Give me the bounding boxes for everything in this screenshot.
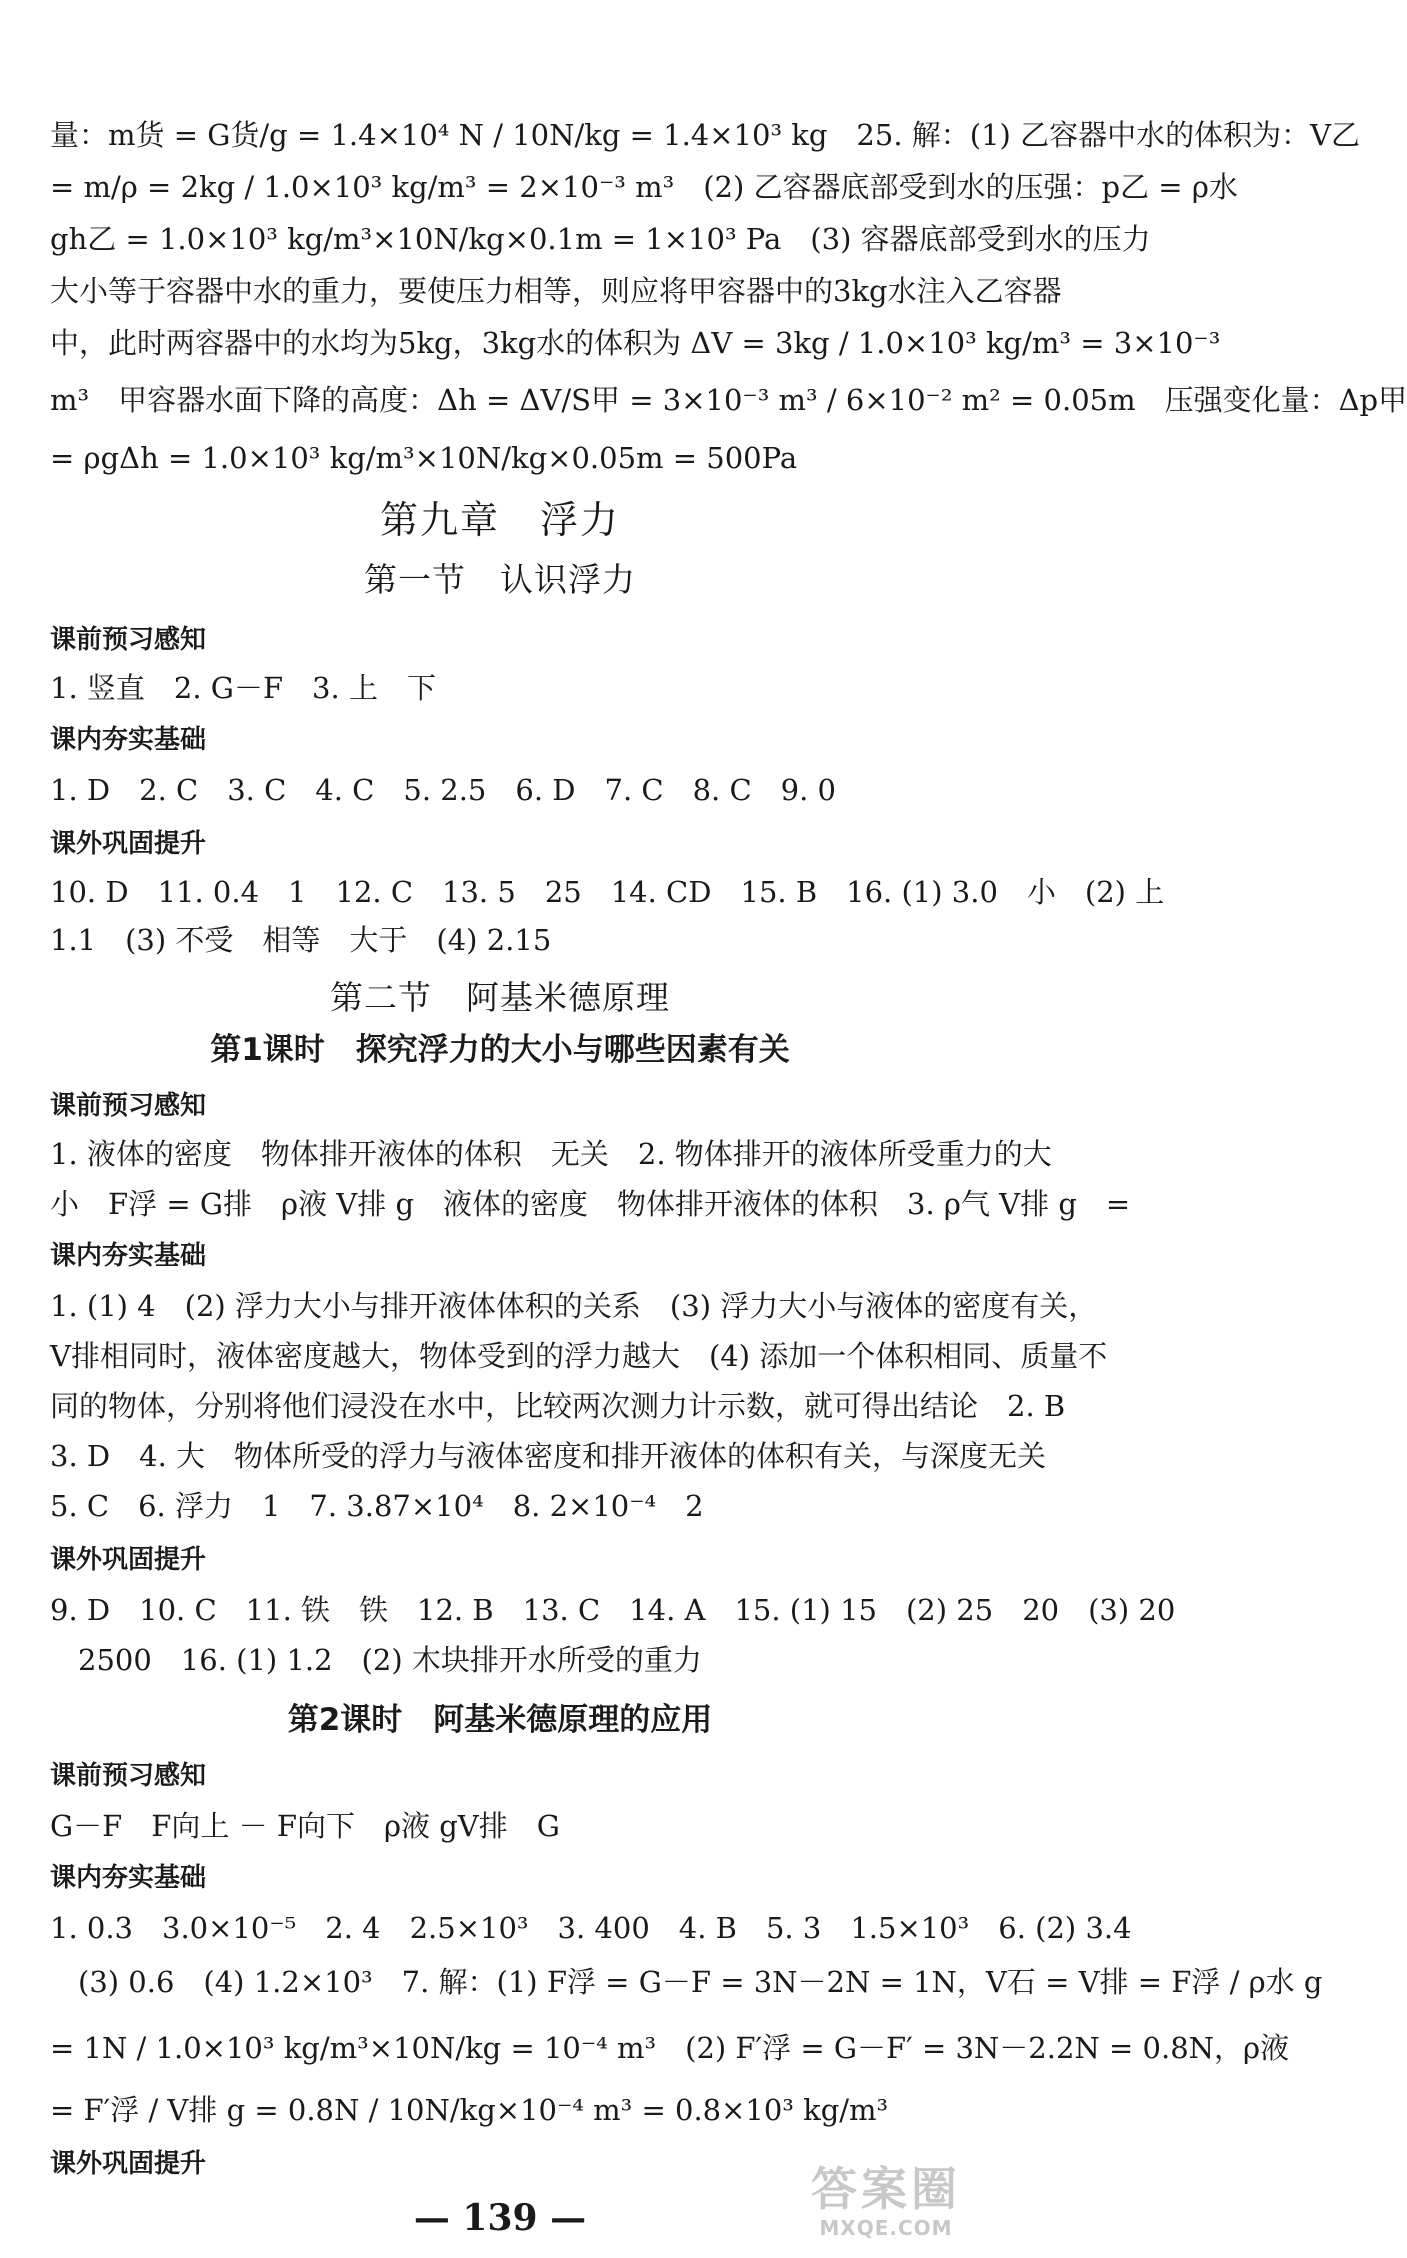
answers-line: 1.1 (3) 不受 相等 大于 (4) 2.15 [50,923,552,957]
answers-line: 9. D 10. C 11. 铁 铁 12. B 13. C 14. A 15. (1) 15 (2) 25 20 (3) 20 [50,1593,1176,1627]
answers-line: 1. 竖直 2. G－F 3. 上 下 [50,671,436,705]
watermark-logo [786,2162,986,2252]
answers-line: 同的物体，分别将他们浸没在水中，比较两次测力计示数，就可得出结论 2. B [50,1389,1066,1423]
answers-line: 小 F浮 = G排 ρ液 V排 g 液体的密度 物体排开液体的体积 3. ρ气 V排 g = [50,1187,1131,1221]
prev-solution-line: m³ 甲容器水面下降的高度：Δh = ΔV/S甲 = 3×10⁻³ m³ / 6×10⁻² m² = 0.05m 压强变化量：Δp甲 [50,383,1407,417]
answers-line: 3. D 4. 大 物体所受的浮力与液体密度和排开液体的体积有关，与深度无关 [50,1439,1047,1473]
label-extend: 课外巩固提升 [50,1545,207,1575]
label-basics: 课内夯实基础 [50,1863,207,1893]
prev-solution-line: = ρgΔh = 1.0×10³ kg/m³×10N/kg×0.05m = 500Pa [50,441,798,475]
answers-line: = F′浮 / V排 g = 0.8N / 10N/kg×10⁻⁴ m³ = 0.8×10³ kg/m³ [50,2093,889,2127]
label-extend: 课外巩固提升 [50,2149,207,2179]
answers-line: V排相同时，液体密度越大，物体受到的浮力越大 (4) 添加一个体积相同、质量不 [50,1339,1108,1373]
watermark-logo-text: 答案圈 [811,2162,961,2216]
prev-solution-line: 量：m货 = G货/g = 1.4×10⁴ N / 10N/kg = 1.4×10³ kg 25. 解：(1) 乙容器中水的体积为：V乙 [50,118,1361,152]
answers-line: G－F F向上 － F向下 ρ液 gV排 G [50,1809,560,1843]
label-extend: 课外巩固提升 [50,829,207,859]
section-title: 第一节 认识浮力 [364,560,636,599]
label-preview: 课前预习感知 [50,625,207,655]
prev-solution-line: 大小等于容器中水的重力，要使压力相等，则应将甲容器中的3kg水注入乙容器 [50,274,1062,308]
answers-line: 1. 液体的密度 物体排开液体的体积 无关 2. 物体排开的液体所受重力的大 [50,1137,1052,1171]
label-basics: 课内夯实基础 [50,725,207,755]
label-preview: 课前预习感知 [50,1091,207,1121]
chapter-title: 第九章 浮力 [379,498,620,542]
label-basics: 课内夯实基础 [50,1241,207,1271]
answers-line: 2500 16. (1) 1.2 (2) 木块排开水所受的重力 [78,1643,702,1677]
answers-line: 5. C 6. 浮力 1 7. 3.87×10⁴ 8. 2×10⁻⁴ 2 [50,1489,704,1523]
prev-solution-line: gh乙 = 1.0×10³ kg/m³×10N/kg×0.1m = 1×10³ Pa (3) 容器底部受到水的压力 [50,222,1151,256]
answers-line: 1. D 2. C 3. C 4. C 5. 2.5 6. D 7. C 8. C 9. 0 [50,773,837,807]
answers-line: 1. 0.3 3.0×10⁻⁵ 2. 4 2.5×10³ 3. 400 4. B 5. 3 1.5×10³ 6. (2) 3.4 [50,1911,1132,1945]
prev-solution-line: = m/ρ = 2kg / 1.0×10³ kg/m³ = 2×10⁻³ m³ (2) 乙容器底部受到水的压强：p乙 = ρ水 [50,170,1238,204]
answers-line: 10. D 11. 0.4 1 12. C 13. 5 25 14. CD 15. B 16. (1) 3.0 小 (2) 上 [50,875,1165,909]
lesson-title: 第1课时 探究浮力的大小与哪些因素有关 [210,1032,790,1068]
answers-line: = 1N / 1.0×10³ kg/m³×10N/kg = 10⁻⁴ m³ (2) F′浮 = G－F′ = 3N－2.2N = 0.8N，ρ液 [50,2031,1290,2065]
watermark-url: MXQE.COM [819,2216,953,2240]
answers-line: (3) 0.6 (4) 1.2×10³ 7. 解：(1) F浮 = G－F = 3N－2N = 1N，V石 = V排 = F浮 / ρ水 g [78,1965,1323,1999]
lesson-title: 第2课时 阿基米德原理的应用 [287,1702,713,1738]
page-number: — 139 — [413,2197,587,2239]
prev-solution-line: 中，此时两容器中的水均为5kg，3kg水的体积为 ΔV = 3kg / 1.0×10³ kg/m³ = 3×10⁻³ [50,326,1221,360]
label-preview: 课前预习感知 [50,1761,207,1791]
answers-line: 1. (1) 4 (2) 浮力大小与排开液体体积的关系 (3) 浮力大小与液体的密度有关， [50,1289,1098,1323]
section-title: 第二节 阿基米德原理 [330,978,670,1017]
